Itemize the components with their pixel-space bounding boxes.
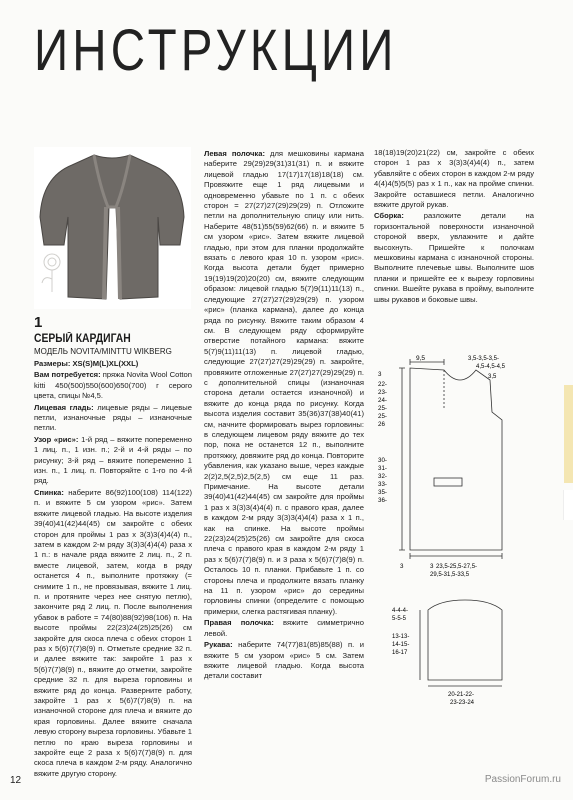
materials-label: Вам потребуется: [34,370,101,380]
dim-bottom-width-2: 29,5-31,5-33,5 [430,572,470,578]
sleeve-bottom-2: 23-23-24 [450,700,475,706]
dim-bottom-3b: 3 [430,563,434,570]
column-1 [34,315,192,780]
pattern-number: 1 [34,314,43,331]
left-label: 25- [378,413,387,420]
left-label: 30- [378,457,387,464]
face-label: Лицевая гладь: [34,402,94,412]
left-label: 32- [378,473,387,480]
pattern-model: МОДЕЛЬ NOVITA/MINTTU WIKBERG [34,347,172,356]
sleeve-left-label: 5-5-5 [392,616,407,622]
schematic-svg [372,350,542,740]
edge-tab-2 [563,490,573,520]
page-title: ИНСТРУКЦИИ [34,18,398,83]
left-label: 25- [378,405,387,412]
left-label: 26 [378,421,385,428]
sizes-value: XS(S)M(L)XL(XXL) [72,359,139,368]
face-text: лицевые ряды – лицевые петли, изнаночные ряды – изнаночные петли. [34,402,192,433]
ris-text: 1-й ряд – вяжите попеременно 1 лиц. п., 1 изн. п.; 2-й и 4-й ряды – по рисунку; 3-й ряд – вяжите попеременно 1 изн. п., 1 лиц. п. Повторяйте с 1-го по 4-й ряд. [34,434,192,486]
sizes-label: Размеры: [34,359,71,368]
sleeve-left-labels [392,608,409,656]
sleeve-left-label: 14-15- [392,642,410,648]
left-label: 36- [378,497,387,504]
dim-bottom-width-1: 23,5-25,5-27,5- [436,564,478,570]
back-text-part1: наберите 86(92)100(108) 114(122) п. и вяжите 5 см узором «рис». Затем вяжите лицевой гладью. На высоте изделия 39(40)41(42)44(45) см закройте с обеих сторон для проймы 1 раз x 3(3)3(4)4(4) п., затем в каждом 2-м ряду 3(3)3(4)4(4) раза x 1 п.: в начале ряда вяжите 2 лиц. п., 2 п. вместе лицевой, затем, когда в ряду останется 4 п., выполните протяжку (= снимите 1 п., не провязывая, вяжите 1 лиц. п. и протяните через нее снятую петлю), закончите ряд 2 лиц. п. После выполнения убавок в работе = 74(80)88(92)98(106) п. На высоте проймы 22(23)24(25)25(26) см закройте для скоса плеча с обеих сторон 1 раз x 5(6)7(7)8(9) п. Отметьте средние 32 п. и далее вяжите так: закройте 1 раз x 5(6)7(7)8(9) п., вяжите до отметки, закройте средние 32 п. для выреза горловины и вяжите ряд до конца. Разверните работу, закройте 1 раз x 5(6)7(7)8(9) п. на изнаночной стороне для плеча и вяжите до края горловины. Далее вяжите сначала левую сторону выреза горловины. Убавьте 1 петлю по краю выреза горловины и закройте еще 2 раза x 5(6)7(7)8(9) п. для скоса плеча в каждом 2-м ряду. Аналогично вяжите другую сторону. [34,487,192,778]
cardigan-photo [34,147,191,309]
dim-top-right-2: 4,5-4,5-4,5 [476,364,506,370]
dim-top-label: 9,5 [416,355,426,362]
materials-text: пряжа Novita Wool Cotton kitti 450(500)550(600)650(700) г серого цвета, спицы №4,5. [34,370,192,401]
sleeve-label: Рукава: [204,640,233,650]
edge-tab [564,385,573,483]
assembly-label: Сборка: [374,211,404,221]
column-3 [374,148,534,306]
dim-bottom-3: 3 [400,563,404,570]
pocket-rect [434,478,462,486]
pattern-title: СЕРЫЙ КАРДИГАН [34,333,131,345]
left-label: 33- [378,481,387,488]
left-label: 3 [378,371,382,378]
left-front-text: для мешковины кармана наберите 29(29)29(31)31(31) п. и вяжите лицевой гладью 17(17)17(18)18(18) см. Провяжите еще 1 ряд лицевыми и одновременно убавьте по 1 п. с обеих сторон = 27(27)27(29)29(29) п. Отложите петли на дополнительную спицу или нить. Наберите 48(51)55(59)62(66) п. и вяжите 5 см узором «рис». Затем вяжите лицевой гладью, при этом для планки продолжайте вязать с левого края 10 п. узором «рис». Когда высота детали будет примерно 19(19)19(20)20(20) см, вяжите следующим образом: лицевой гладью 5(7)9(11)11(13) п., следующие 27(27)27(29)29(29) п. узором «рис» (планка кармана), далее до конца ряда по рисунку. Вяжите таким образом 4 см. В следующем ряду сформируйте отверстие потайного кармана: вяжите 5(7)9(11)11(13) п. лицевой гладью, следующие 27(27)27(29)29(29) п. закройте, провяжите отложенные 27(27)27(29)29(29) п. с дополнительной спицы (изнаночная сторона детали остается изнаночной) и вяжите до конца ряда по рисунку. Когда высота изделия составит 35(36)37(38)40(41) см, начните формировать вырез горловины: в следующем лицевом ряду вяжите до тех пор, пока не останется 12 п., выполните протяжку, довяжите ряд до конца. Повторите убавления, как указано выше, через каждые 2(2)2,5(2,5)2,5(2,5) см еще 11 раз. Примечание. На высоте детали 39(40)41(42)44(45) см закройте для проймы 1 раз x 3(3)3(4)4(4) п. с правого края, далее в каждом 2-м ряду 3(3)3(4)4(4) раза x 1 п., как на спинке. На высоте проймы 22(23)24(25)25(26) см закройте для скоса плеча с правого края в каждом 2-м ряду 1 раз x 5(6)7(7)8(9) п. и 3 раза x 5(6)7(7)8(9) п. Осталось 10 п. планки. Прибавьте 1 п. со стороны плеча и продолжите вязать планку на 11 п. узором «рис» до середины горловины спинки (определите с помощью примерки, слегка растягивая планку). [204,149,364,616]
right-front-text: вяжите симметрично левой. [204,618,364,638]
left-label: 23- [378,389,387,396]
body-outline [410,368,502,550]
page-number: 12 [10,775,22,786]
left-label: 35- [378,489,387,496]
sleeve-bottom-1: 20-21-22- [448,692,475,698]
left-label: 31- [378,465,387,472]
sleeve-left-label: 13-13- [392,634,410,640]
left-front-label: Левая полочка: [204,149,265,158]
sleeve-outline [428,600,502,680]
sleeve-text-part2: 18(18)19(20)21(22) см, закройте с обеих сторон 1 раз x 3(3)3(4)4(4) п., затем убавляйте с обеих сторон в каждом 2-м ряду 4(4)4(5)5(5) раз x 1 п., как на пройме спинки. Закройте оставшиеся петли. Аналогично вяжите другой рукав. [374,148,534,210]
dim-left [399,368,405,550]
sleeve-left-label: 4-4-4- [392,608,409,614]
sleeve-left-label: 16-17 [392,650,408,656]
left-label: 24- [378,397,387,404]
rose-watermark [42,254,60,292]
cardigan-illustration [34,147,191,309]
left-label: 22- [378,381,387,388]
ris-label: Узор «рис»: [34,434,79,444]
assembly-text: разложите детали на горизонтальной поверхности изнаночной стороной вверх, увлажните и дайте высохнуть. Пришейте к полочкам мешковины кармана с изнаночной стороны. Выполните плечевые швы. Выполните шов планки и пришейте ее к вырезу горловины спинки. Вшейте рукава в пройму, выполните швы рукавов и боковые швы. [374,211,534,304]
dim-top-right-1: 3,5-3,5-3,5- [468,356,500,362]
pattern-diagram [372,350,542,740]
dim-top-right-3: 3,5 [488,374,497,380]
dim-bottom [410,553,502,559]
site-watermark: PassionForum.ru [484,774,561,785]
sleeve-text-part1: наберите 74(77)81(85)85(88) п. и вяжите 5 см узором «рис» 5 см. Затем вяжите лицевой гладью. Когда высота детали составит [204,640,364,681]
back-label: Спинка: [34,487,64,497]
column-2 [204,148,364,683]
right-front-label: Правая полочка: [204,618,274,628]
left-labels [378,371,387,504]
